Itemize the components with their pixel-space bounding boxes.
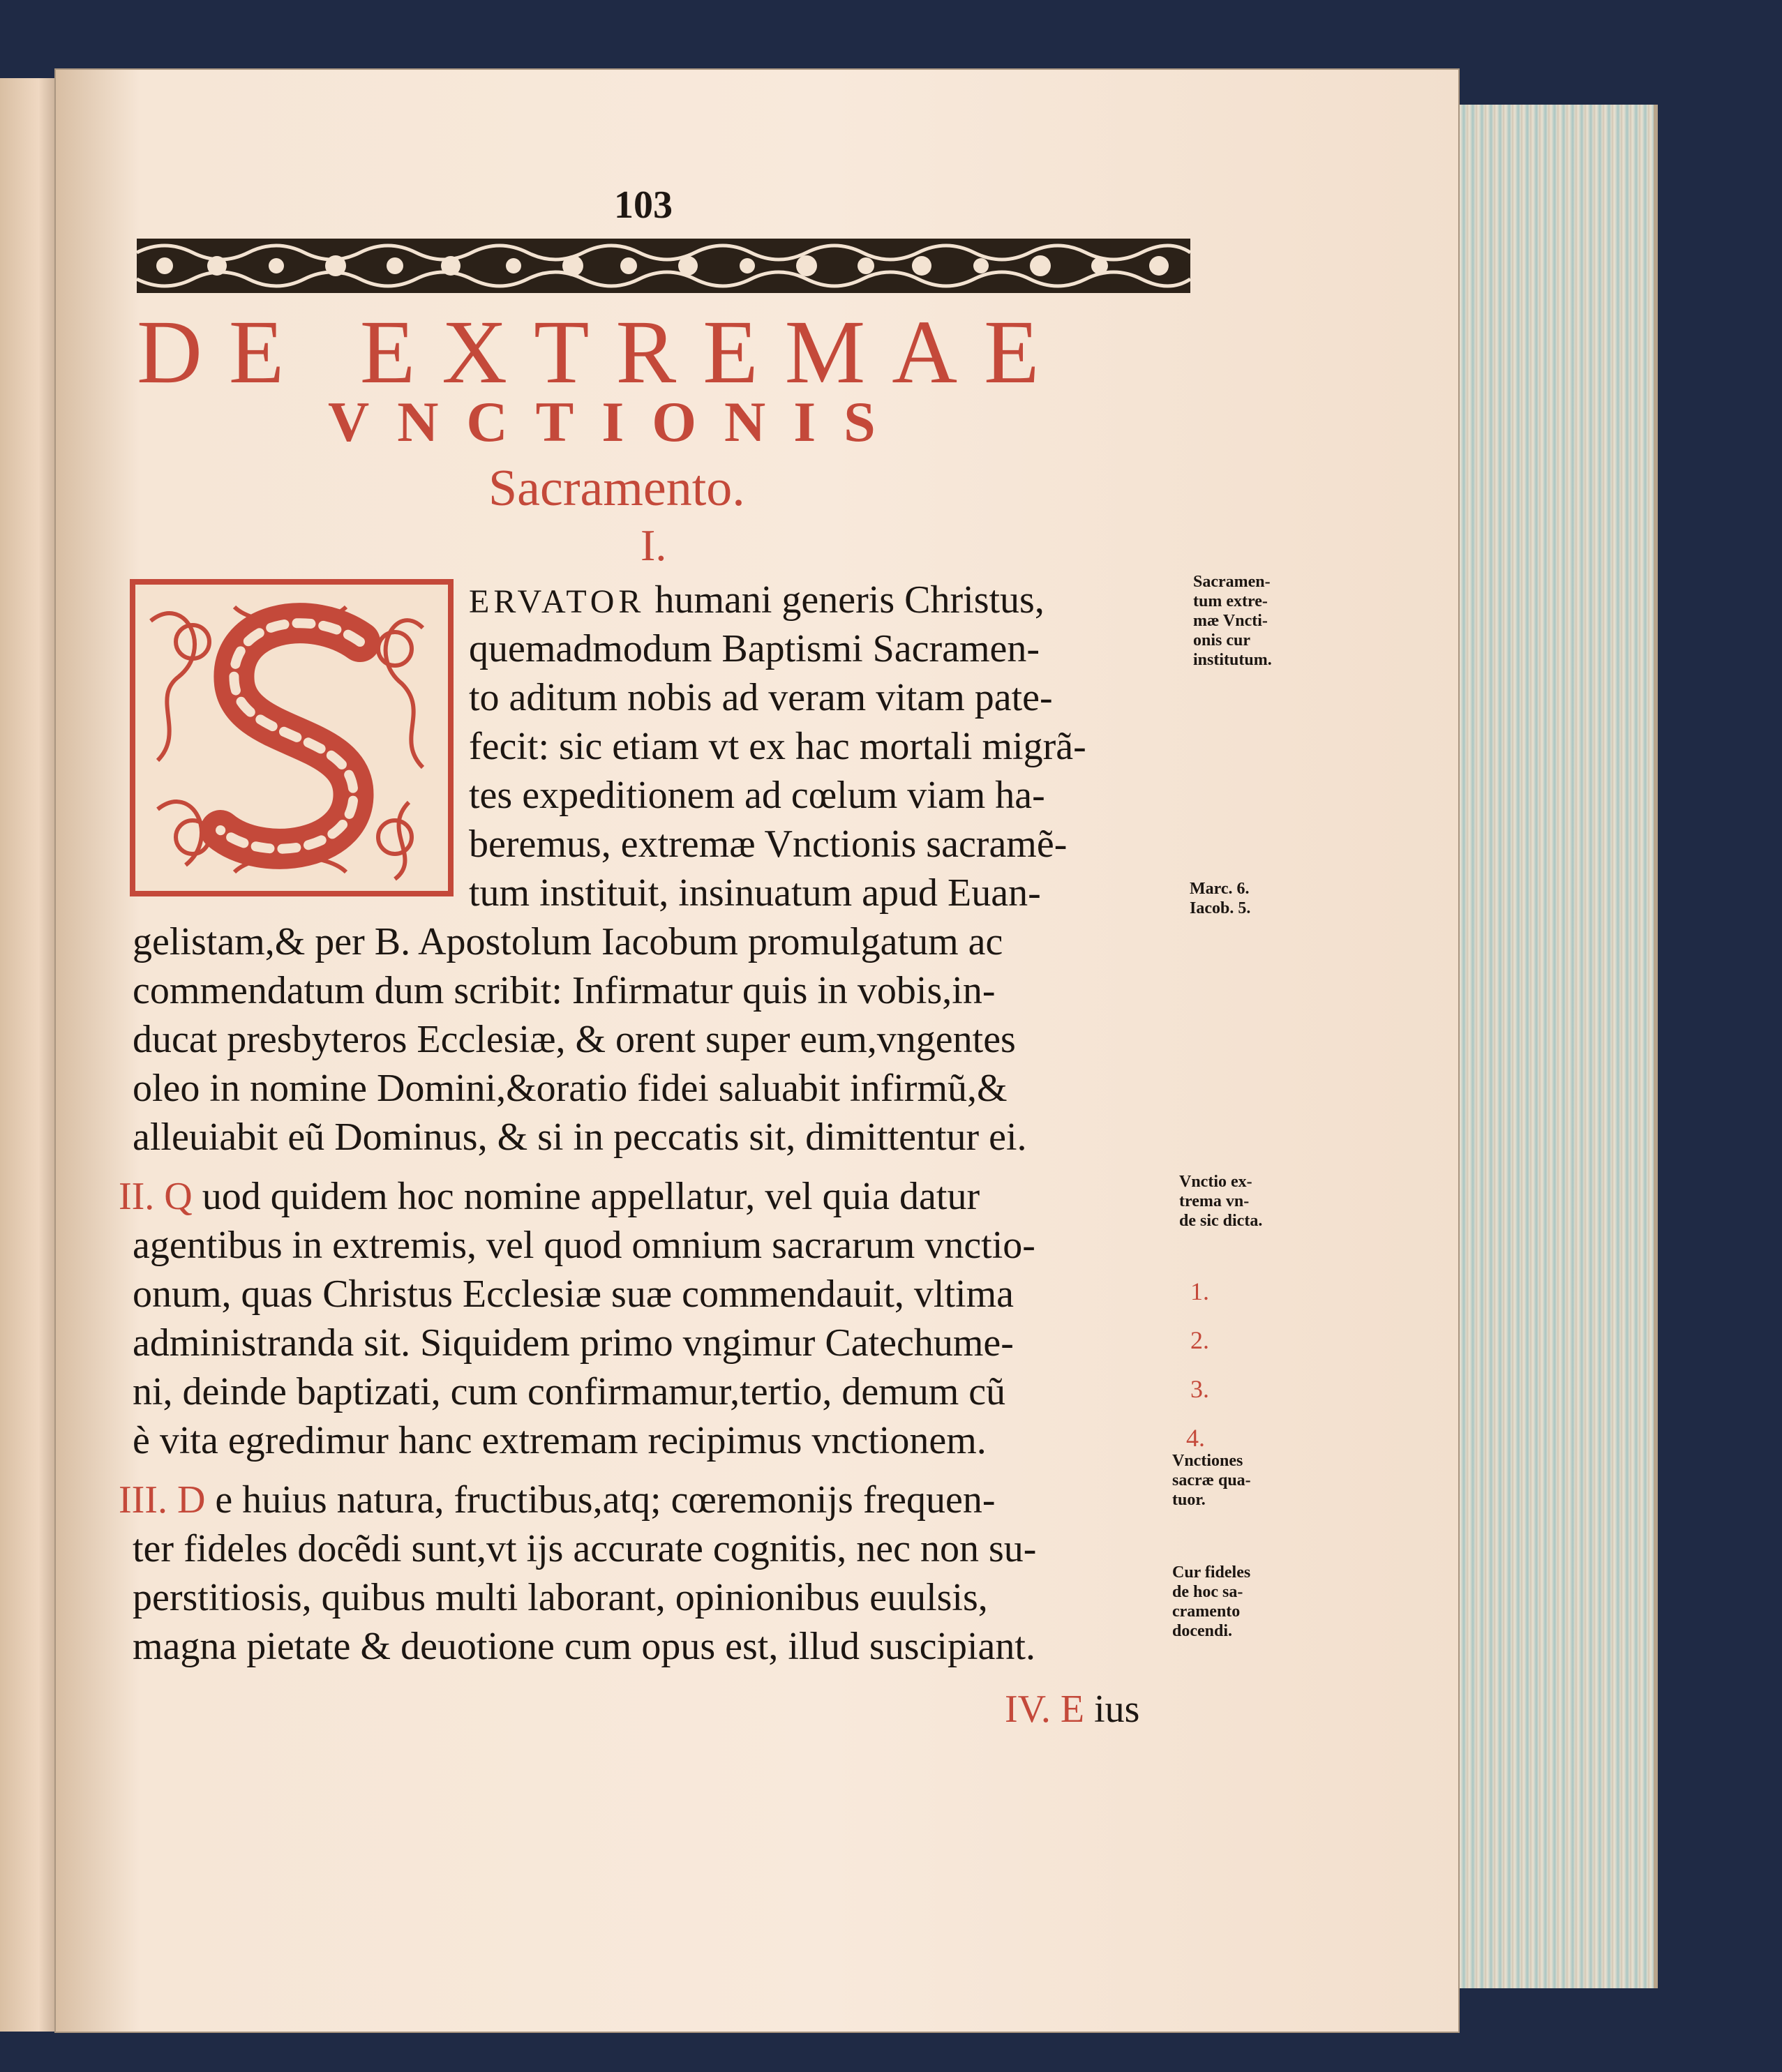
text-line: alleuiabit eũ Dominus, & si in peccatis sit, dimittentur ei. bbox=[133, 1116, 1027, 1159]
page-block-edge bbox=[1430, 105, 1658, 1988]
text-line: gelistam,& per B. Apostolum Iacobum promulgatum ac bbox=[133, 920, 1003, 963]
margin-note: Vnctio ex- trema vn- de sic dicta. bbox=[1179, 1173, 1263, 1230]
text-line: magna pietate & deuotione cum opus est, illud suscipiant. bbox=[133, 1625, 1035, 1668]
section-2-initial: Q bbox=[164, 1175, 193, 1218]
page-number: 103 bbox=[614, 183, 673, 227]
margin-number: 1. bbox=[1190, 1277, 1209, 1305]
margin-number: 3. bbox=[1190, 1375, 1209, 1403]
text-line: agentibus in extremis, vel quod omnium sacrarum vnctio- bbox=[133, 1224, 1035, 1267]
text-line: to aditum nobis ad veram vitam pate- bbox=[469, 676, 1053, 719]
text-line: beremus, extremæ Vnctionis sacramẽ- bbox=[469, 823, 1068, 866]
catchword bbox=[1005, 1688, 1139, 1730]
section-1-numeral: I. bbox=[641, 520, 667, 570]
margin-note: Sacramen- tum extre- mæ Vncti- onis cur institutum. bbox=[1193, 573, 1272, 669]
title-line-1: DE EXTREMAE bbox=[137, 302, 1066, 403]
text-line: tes expeditionem ad cœlum viam ha- bbox=[469, 774, 1045, 817]
text-line: ni, deinde baptizati, cum confirmamur,tertio, demum cũ bbox=[133, 1370, 1006, 1413]
text-line: commendatum dum scribit: Infirmatur quis in vobis,in- bbox=[133, 969, 996, 1012]
text-line: administranda sit. Siquidem primo vngimur Catechume- bbox=[133, 1321, 1014, 1365]
text-line: fecit: sic etiam vt ex hac mortali migrã- bbox=[469, 725, 1086, 768]
section-2-text: uod quidem hoc nomine appellatur, vel quia datur bbox=[202, 1175, 980, 1218]
section-3-numeral: III. bbox=[119, 1478, 167, 1522]
text-line: oleo in nomine Domini,&oratio fidei saluabit infirmũ,& bbox=[133, 1067, 1008, 1110]
text-line: perstitiosis, quibus multi laborant, opinionibus euulsis, bbox=[133, 1576, 988, 1619]
section-1-text: humani generis Christus, bbox=[654, 578, 1045, 622]
section-1-lead-word: ERVATOR bbox=[469, 583, 645, 620]
section-2-numeral: II. bbox=[119, 1175, 155, 1218]
drop-cap-s-woodcut bbox=[130, 579, 454, 896]
text-line: onum, quas Christus Ecclesiæ suæ commendauit, vltima bbox=[133, 1273, 1014, 1316]
section-3-text: e huius natura, fructibus,atq; cœremonijs frequen- bbox=[215, 1478, 996, 1522]
ornamental-border bbox=[137, 239, 1190, 293]
section-3-initial: D bbox=[177, 1478, 206, 1522]
left-page-edge bbox=[0, 78, 64, 2032]
section-2-line-1 bbox=[119, 1176, 980, 1217]
margin-note: Marc. 6. Iacob. 5. bbox=[1190, 880, 1251, 917]
text-line: tum instituit, insinuatum apud Euan- bbox=[469, 871, 1041, 915]
catchword-numeral: IV. bbox=[1005, 1688, 1051, 1731]
title-line-3: Sacramento. bbox=[488, 460, 745, 517]
text-line: ter fideles docẽdi sunt,vt ijs accurate cognitis, nec non su- bbox=[133, 1527, 1037, 1570]
section-3-line-1 bbox=[119, 1479, 996, 1521]
title-line-2: VNCTIONIS bbox=[328, 390, 904, 453]
text-line: ducat presbyteros Ecclesiæ, & orent super eum,vngentes bbox=[133, 1018, 1016, 1061]
catchword-initial: E bbox=[1060, 1688, 1085, 1731]
margin-note: Cur fideles de hoc sa- cramento docendi. bbox=[1172, 1563, 1251, 1640]
margin-number: 2. bbox=[1190, 1326, 1209, 1354]
section-1-line-1 bbox=[469, 579, 1045, 623]
margin-number: 4. bbox=[1186, 1424, 1205, 1452]
text-line: è vita egredimur hanc extremam recipimus vnctionem. bbox=[133, 1419, 987, 1462]
text-line: quemadmodum Baptismi Sacramen- bbox=[469, 627, 1040, 670]
catchword-text: ius bbox=[1094, 1688, 1140, 1731]
margin-note: Vnctiones sacræ qua- tuor. bbox=[1172, 1452, 1251, 1509]
